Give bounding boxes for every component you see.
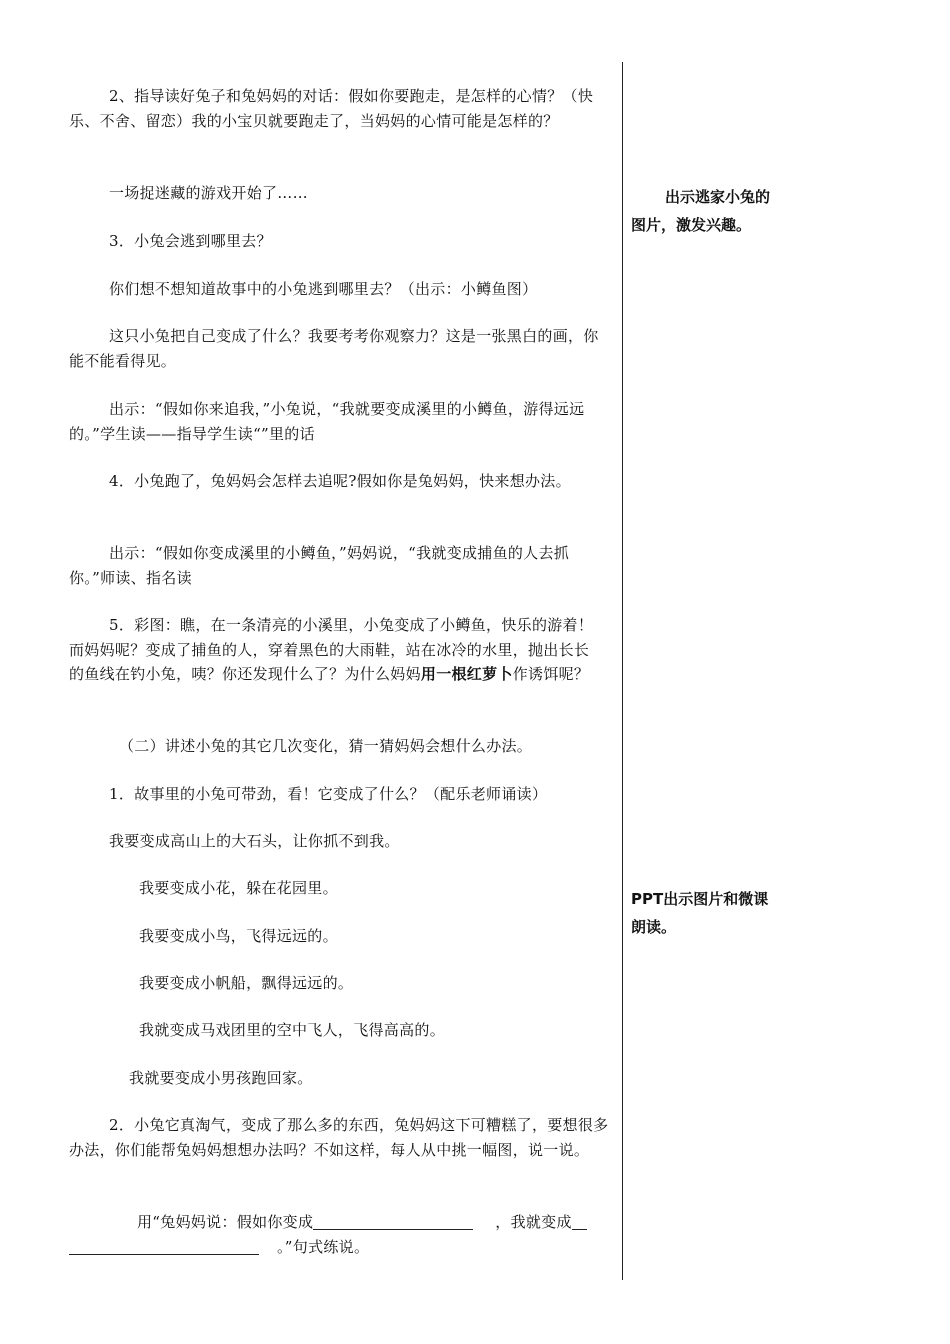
paragraph-mother-quote: 出示：“假如你变成溪里的小鳟鱼，”妈妈说，“我就变成捕鱼的人去抓你。”师读、指名读 [69,544,570,587]
sentence-practice-mid: ，我就变成 [495,1213,572,1231]
paragraph-mother-chase: 4．小兔跑了，兔妈妈会怎样去追呢?假如你是兔妈妈，快来想办法。 [109,472,571,490]
color-picture-text: 5．彩图：瞧，在一条清亮的小溪里，小兔变成了小鳟鱼，快乐的游着！而妈妈呢？变成了捕鱼的人，穿着黑色的大雨鞋，站在冰冷的水里，抛出长长的鱼线在钓小兔，咦？你还发现什么了？为什么妈妈 [69,616,594,683]
line-big-stone: 我要变成高山上的大石头，让你抓不到我。 [109,832,400,850]
paragraph-observe: 这只小兔把自己变成了什么？我要考考你观察力？这是一张黑白的画，你能不能看得见。 [69,327,599,370]
color-picture-text-end: 作诱饵呢？ [512,665,590,683]
paragraph-color-picture [69,613,604,687]
fill-blank-2 [69,1238,259,1255]
fill-blank-1 [313,1213,473,1230]
heading-other-changes: （二）讲述小兔的其它几次变化，猜一猜妈妈会想什么办法。 [119,737,533,755]
line-little-boy: 我就要变成小男孩跑回家。 [129,1069,313,1087]
line-little-bird: 我要变成小鸟，飞得远远的。 [139,927,338,945]
line-little-flower: 我要变成小花，躲在花园里。 [139,879,338,897]
paragraph-rabbit-quote: 出示：“假如你来追我，”小兔说，“我就要变成溪里的小鳟鱼，游得远远的。”学生读——指导学生读“”里的话 [69,400,585,443]
sentence-practice-end: 。”句式练说。 [277,1237,370,1256]
line-sailboat: 我要变成小帆船，飘得远远的。 [139,974,354,992]
side-note-show-picture: 出示逃家小兔的图片，激发兴趣。 [631,188,771,234]
side-note-ppt: PPT出示图片和微课朗读。 [631,890,769,936]
sentence-practice [69,1210,621,1259]
line-trapeze: 我就变成马戏团里的空中飞人，飞得高高的。 [139,1021,446,1039]
sentence-practice-start: 用“兔妈妈说：假如你变成 [137,1213,314,1231]
paragraph-game-start: 一场捉迷藏的游戏开始了…… [109,184,308,202]
carrot-bait-highlight: 用一根红萝卜 [420,665,513,683]
column-divider [622,62,623,1280]
paragraph-help-mother: 2．小兔它真淘气，变成了那么多的东西，兔妈妈这下可糟糕了，要想很多办法，你们能帮兔妈妈想想办法吗？不如这样，每人从中挑一幅图，说一说。 [69,1116,609,1159]
fill-blank-2-start [572,1213,587,1230]
paragraph-show-trout: 你们想不想知道故事中的小兔逃到哪里去？（出示：小鳟鱼图） [109,280,538,298]
paragraph-dialogue-guidance: 2、指导读好兔子和兔妈妈的对话：假如你要跑走，是怎样的心情？（快乐、不舍、留恋）我的小宝贝就要跑走了，当妈妈的心情可能是怎样的？ [69,87,594,130]
paragraph-story-changes: 1．故事里的小兔可带劲，看！它变成了什么？（配乐老师诵读） [109,785,548,803]
heading-where-rabbit-goes: 3．小兔会逃到哪里去？ [109,232,272,250]
